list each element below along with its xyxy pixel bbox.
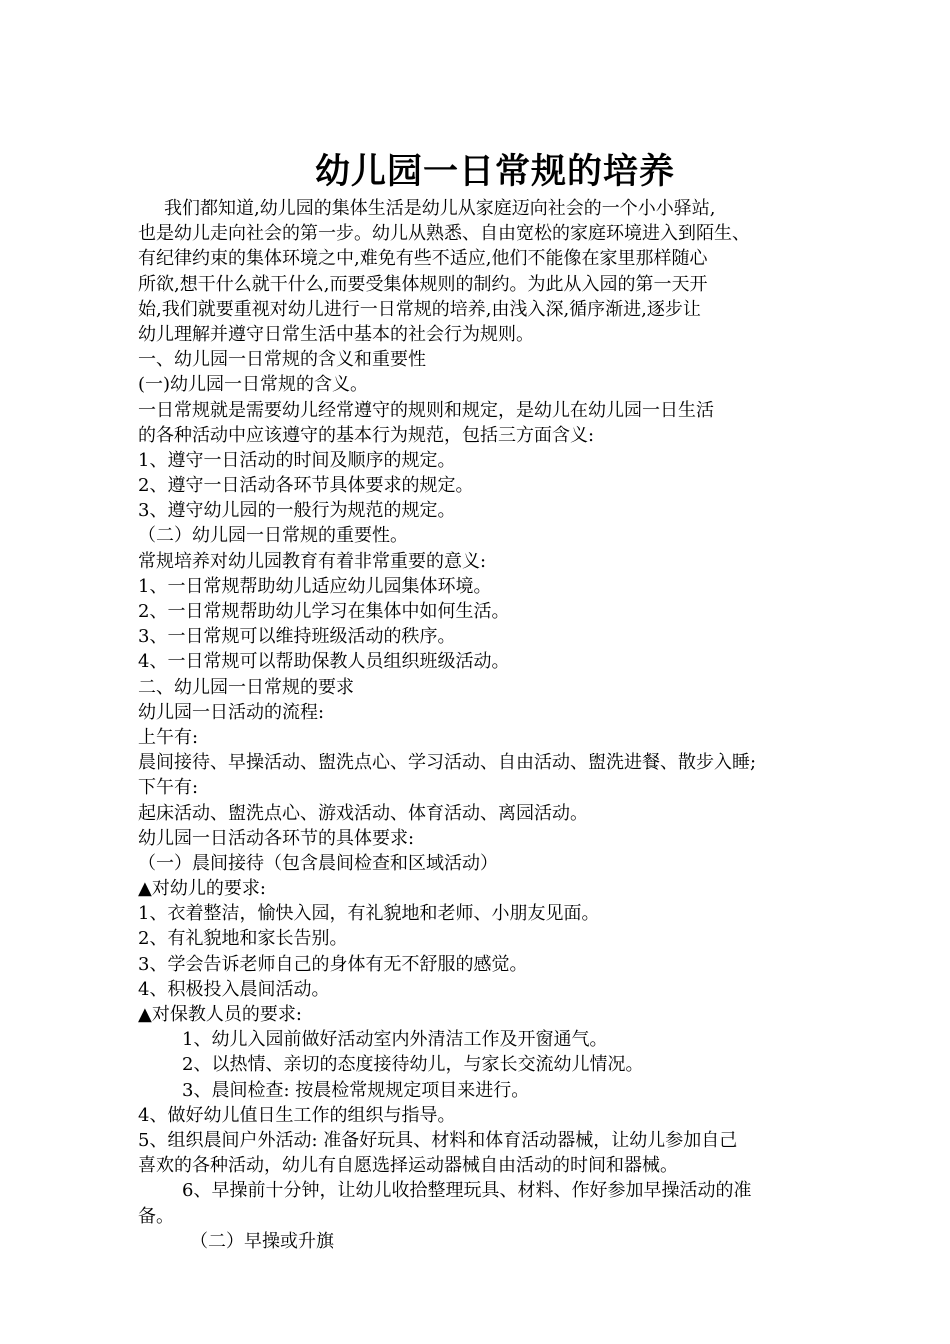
list-item: 3、一日常规可以维持班级活动的秩序。 <box>138 626 456 648</box>
section-heading: 二、幼儿园一日常规的要求 <box>138 676 354 698</box>
list-item: 1、幼儿入园前做好活动室内外清洁工作及开窗通气。 <box>182 1029 608 1051</box>
list-item: 1、遵守一日活动的时间及顺序的规定。 <box>138 449 456 471</box>
paragraph-line: 起床活动、盥洗点心、游戏活动、体育活动、离园活动。 <box>138 802 588 824</box>
list-item: 3、晨间检查: 按晨检常规规定项目来进行。 <box>182 1079 530 1101</box>
paragraph-line: 始,我们就要重视对幼儿进行一日常规的培养,由浅入深,循序渐进,逐步让 <box>138 298 701 320</box>
paragraph-line: 幼儿园一日活动各环节的具体要求: <box>138 827 415 849</box>
list-item: 4、一日常规可以帮助保教人员组织班级活动。 <box>138 651 510 673</box>
list-item: 3、遵守幼儿园的一般行为规范的规定。 <box>138 500 456 522</box>
subsection-heading: （二）早操或升旗 <box>190 1230 334 1252</box>
list-item: 2、以热情、亲切的态度接待幼儿，与家长交流幼儿情况。 <box>182 1054 644 1076</box>
paragraph-line: 上午有: <box>138 726 199 748</box>
paragraph-line: 晨间接待、早操活动、盥洗点心、学习活动、自由活动、盥洗进餐、散步入睡; <box>138 752 757 774</box>
section-heading: 一、幼儿园一日常规的含义和重要性 <box>138 349 426 371</box>
paragraph-line: 也是幼儿走向社会的第一步。幼儿从熟悉、自由宽松的家庭环境进入到陌生、 <box>138 223 750 245</box>
paragraph-line: 幼儿园一日活动的流程: <box>138 701 325 723</box>
paragraph-line: 备。 <box>138 1205 174 1227</box>
paragraph-line: 的各种活动中应该遵守的基本行为规范，包括三方面含义: <box>138 424 595 446</box>
document-title: 幼儿园一日常规的培养 <box>314 152 675 192</box>
list-item: 2、一日常规帮助幼儿学习在集体中如何生活。 <box>138 601 510 622</box>
list-item: 1、一日常规帮助幼儿适应幼儿园集体环境。 <box>138 575 492 597</box>
bullet-heading: ▲对保教人员的要求: <box>138 1004 302 1025</box>
list-item: 3、学会告诉老师自己的身体有无不舒服的感觉。 <box>138 953 528 975</box>
paragraph-line: 喜欢的各种活动，幼儿有自愿选择运动器械自由活动的时间和器械。 <box>138 1155 678 1177</box>
subsection-heading: （一）晨间接待（包含晨间检查和区域活动） <box>138 852 498 874</box>
document-body <box>138 196 868 1254</box>
list-item: 2、有礼貌地和家长告别。 <box>138 928 348 950</box>
paragraph-line: 所欲,想干什么就干什么,而要受集体规则的制约。为此从入园的第一天开 <box>138 273 708 295</box>
paragraph-line: 我们都知道,幼儿园的集体生活是幼儿从家庭迈向社会的一个小小驿站, <box>164 198 716 219</box>
bullet-heading: ▲对幼儿的要求: <box>138 878 266 900</box>
paragraph-line: 下午有: <box>138 777 199 799</box>
paragraph-line: 常规培养对幼儿园教育有着非常重要的意义: <box>138 550 487 572</box>
list-item: 5、组织晨间户外活动: 准备好玩具、材料和体育活动器械，让幼儿参加自己 <box>138 1129 738 1151</box>
list-item: 4、积极投入晨间活动。 <box>138 978 330 1000</box>
paragraph-line: 有纪律约束的集体环境之中,难免有些不适应,他们不能像在家里那样随心 <box>138 248 708 270</box>
paragraph-line: 一日常规就是需要幼儿经常遵守的规则和规定，是幼儿在幼儿园一日生活 <box>138 399 714 421</box>
paragraph-line: 幼儿理解并遵守日常生活中基本的社会行为规则。 <box>138 323 534 345</box>
list-item: 6、早操前十分钟，让幼儿收拾整理玩具、材料、作好参加早操活动的准 <box>182 1180 752 1202</box>
list-item: 2、遵守一日活动各环节具体要求的规定。 <box>138 475 474 497</box>
subsection-heading: （二）幼儿园一日常规的重要性。 <box>138 525 408 547</box>
list-item: 1、衣着整洁，愉快入园，有礼貌地和老师、小朋友见面。 <box>138 903 600 925</box>
list-item: 4、做好幼儿值日生工作的组织与指导。 <box>138 1104 456 1126</box>
subsection-heading: (一)幼儿园一日常规的含义。 <box>138 374 369 396</box>
